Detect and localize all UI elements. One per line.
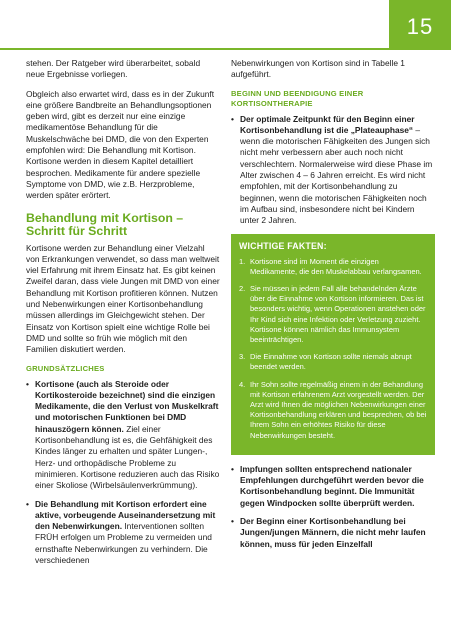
- facts-list: [239, 257, 427, 441]
- fact-item: [239, 352, 427, 372]
- page-number: 15: [389, 0, 451, 50]
- bullet-text: – wenn die motorischen Fähigkeiten des Jungen sich nicht mehr verbessern aber auch noch nicht verschlechtern. Normalerweise wird diese Phase im Alter zwischen 4 – 6 Jahren erreicht. Es wird nicht empfohlen, mit der Kortisonbehandlung zu beginnen, wenn die motorischen Fähigkeiten noch im Aufbau sind, insbesondere nicht bei Kindern unter 2 Jahren.: [240, 124, 433, 226]
- bullet-list: [231, 464, 435, 550]
- paragraph: Nebenwirkungen von Kortison sind in Tabelle 1 aufgeführt.: [231, 58, 405, 80]
- important-facts-box: [231, 234, 435, 455]
- fact-text: Die Einnahme von Kortison sollte niemals abrupt beendet werden.: [250, 352, 412, 372]
- header-rule: [0, 48, 451, 50]
- bullet-list: [231, 114, 435, 227]
- fact-number: 3.: [239, 352, 246, 362]
- bullet-bold-text: Der optimale Zeitpunkt für den Beginn einer Kortisonbehandlung ist die „Plateauphase“: [240, 113, 415, 135]
- section-heading: Behandlung mit Kortison – Schritt für Schritt: [26, 210, 184, 239]
- fact-text: Ihr Sohn sollte regelmäßig einem in der Behandlung mit Kortison erfahrenem Arzt vorgestellt werden. Der Arzt wird Ihnen die möglichen Nebenwirkungen einer Kortisonbehandlung erklären und besprechen, ob bei Ihrem Sohn ein erhöhtes Risiko für diese Nebenwirkungen besteht.: [250, 379, 427, 440]
- bullet-bold-text: Kortisone (auch als Steroide oder Kortikosteroide bezeichnet) sind die einzigen Medikamente, die den Verlust von Muskelkraft und motorischen Funktionen bei DMD hinauszögern können.: [35, 378, 219, 434]
- fact-item: [239, 380, 427, 441]
- bullet-text: Ziel einer Kortisonbehandlung ist es, die Gehfähigkeit des Kindes länger zu erhalten und später Lungen-, Herz- und orthopädische Probleme zu minimieren. Kortisone reduzieren auch das Risiko einer Skoliose (Wirbelsäulenverkrümmung).: [35, 423, 220, 491]
- facts-title: WICHTIGE FAKTEN:: [239, 240, 327, 251]
- list-item: [26, 379, 220, 492]
- paragraph: Kortisone werden zur Behandlung einer Vielzahl von Erkrankungen verwendet, so dass man weltweit viel Erfahrung mit ihrem Einsatz hat. Es gibt keinen Zweifel daran, dass viele Jungen mit DMD von einer Behandlung mit Kortison profitieren können. Nutzen und Nebenwirkungen einer Kortisonbehandlung müssen allerdings im Gleichgewicht stehen. Der Einsatz von Kortison spielt eine wichtige Rolle bei DMD und sollte so früh wie möglich mit den Familien diskutiert werden.: [26, 242, 220, 355]
- page-header: [0, 0, 451, 50]
- list-item: [26, 499, 220, 567]
- list-item: • Impfungen sollten entsprechend nationaler Empfehlungen durchgeführt werden bevor die Kortisonbehandlung beginnt. Die Immunität gegen Windpocken sollte überprüft werden.: [231, 464, 435, 509]
- fact-number: 1.: [239, 256, 246, 266]
- fact-number: 4.: [239, 379, 246, 389]
- left-column: [26, 58, 220, 573]
- paragraph: stehen. Der Ratgeber wird überarbeitet, sobald neue Ergebnisse vorliegen.: [26, 58, 201, 80]
- bullet-bold-text: Die Behandlung mit Kortison erfordert eine aktive, vorbeugende Auseinandersetzung mit den Nebenwirkungen.: [35, 498, 216, 532]
- bullet-text: Interventionen sollten FRÜH erfolgen um Probleme zu vermeiden und ernsthafte Nebenwirkungen zu verhindern. Die verschiedenen: [35, 521, 212, 565]
- fact-number: 2.: [239, 283, 246, 293]
- right-column: [231, 58, 435, 557]
- fact-item: [239, 257, 427, 277]
- subheading: BEGINN UND BEENDIGUNG EINER KORTISONTHERAPIE: [231, 88, 364, 108]
- bullet-list: [26, 379, 220, 567]
- paragraph: Obgleich also erwartet wird, dass es in der Zukunft eine größere Bandbreite an Behandlungsoptionen geben wird, gibt es derzeit nur eine einzige medikamentöse Behandlung für die Muskelschwäche bei DMD, die von den Experten empfohlen wird: Die Behandlung mit Kortison. Kortisone werden in diesem Kapitel detailliert besprochen. Medikamente für andere spezielle Symptome von DMD, wie z.B. Herzprobleme, werden später erörtert.: [26, 88, 215, 201]
- fact-text: Sie müssen in jedem Fall alle behandelnden Ärzte über die Einnahme von Kortison informieren. Das ist besonders wichtig, wenn Operationen anstehen oder Ihr Kind sich eine Infektion oder Verletzung zuzieht. Kortisone können nämlich das Immunsystem beeinträchtigen.: [250, 283, 426, 344]
- list-item: • Der Beginn einer Kortisonbehandlung bei Jungen/jungen Männern, die nicht mehr laufen können, muss für jeden Einzelfall: [231, 516, 435, 550]
- fact-text: Kortisone sind im Moment die einzigen Medikamente, die den Muskelabbau verlangsamen.: [250, 256, 422, 276]
- list-item: [231, 114, 435, 227]
- subheading: GRUNDSÄTZLICHES: [26, 363, 105, 373]
- fact-item: [239, 284, 427, 345]
